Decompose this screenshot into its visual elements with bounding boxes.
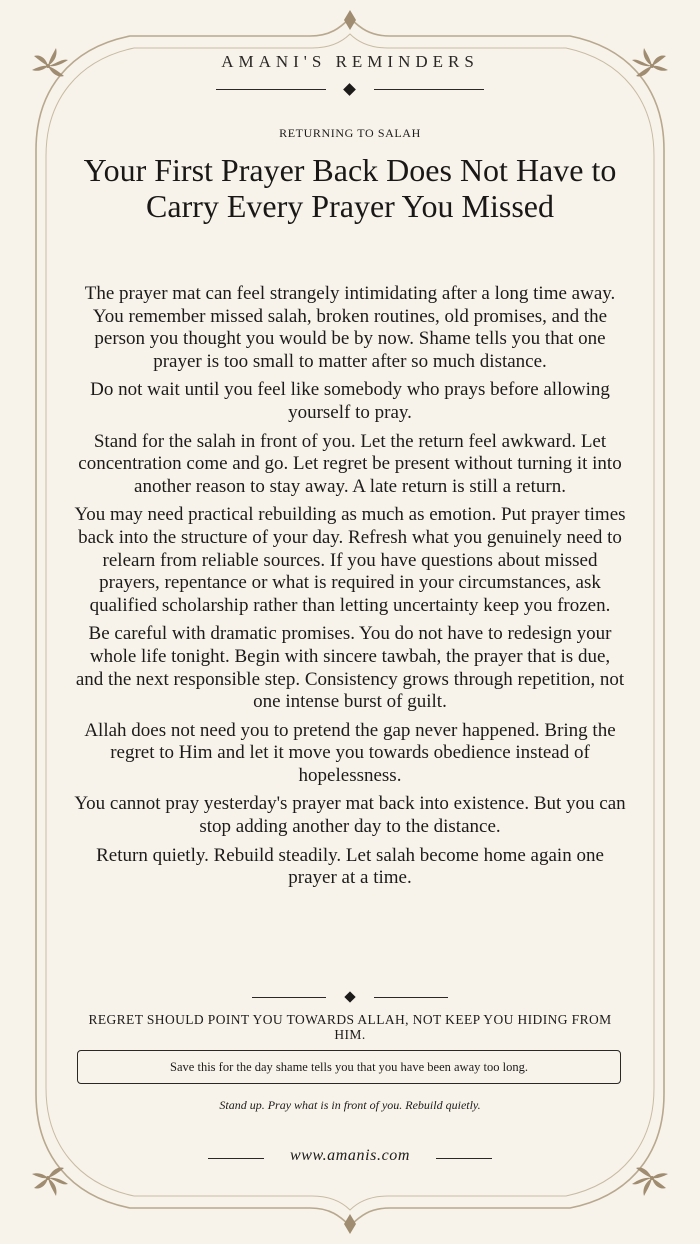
paragraph: Be careful with dramatic promises. You do not have to redesign your whole life tonight. Begin with sincere tawbah, the prayer that is due, and the next responsible step. Consistency grows through repetition, not one intense burst of guilt. [75, 623, 625, 713]
paragraph: The prayer mat can feel strangely intimidating after a long time away. You remember missed salah, broken routines, old promises, and the person you thought you would be by now. Shame tells you that one prayer is too small to matter after so much distance. [84, 283, 616, 372]
diamond-icon [344, 991, 355, 1002]
brand-title: AMANI'S REMINDERS [221, 52, 479, 71]
paragraph: Do not wait until you feel like somebody who prays before allowing yourself to pray. [90, 379, 610, 423]
brand-divider [216, 80, 484, 100]
paragraph: You may need practical rebuilding as much as emotion. Put prayer times back into the structure of your day. Refresh what you genuinely need to relearn from reliable sources. If you have questions about missed prayers, repentance or what is required in your circumstances, ask qualified scholarship rather than letting uncertainty keep you frozen. [74, 504, 626, 616]
section-divider [252, 990, 448, 1006]
paragraph: Return quietly. Rebuild steadily. Let salah become home again one prayer at a time. [96, 844, 604, 889]
closing-line: Stand up. Pray what is in front of you. Rebuild quietly. [219, 1098, 481, 1112]
paragraph: You cannot pray yesterday's prayer mat back into existence. But you can stop adding another day to the distance. [74, 793, 626, 838]
article-headline: Your First Prayer Back Does Not Have to Carry Every Prayer You Missed [83, 152, 617, 224]
paragraph: Stand for the salah in front of you. Let the return feel awkward. Let concentration come and go. Let regret be present without turning it into another reason to stay away. A late return is still a return. [78, 430, 622, 497]
article-kicker: RETURNING TO SALAH [279, 126, 421, 140]
footer-url[interactable]: www.amanis.com [289, 1147, 411, 1164]
diamond-icon [343, 83, 356, 96]
article-body [74, 283, 626, 896]
pull-quote: REGRET SHOULD POINT YOU TOWARDS ALLAH, NOT KEEP YOU HIDING FROM HIM. [88, 1012, 612, 1042]
paragraph: Allah does not need you to pretend the gap never happened. Bring the regret to Him and let it move you towards obedience instead of hopelessness. [84, 719, 616, 786]
save-note-box: Save this for the day shame tells you that you have been away too long. [77, 1050, 621, 1084]
